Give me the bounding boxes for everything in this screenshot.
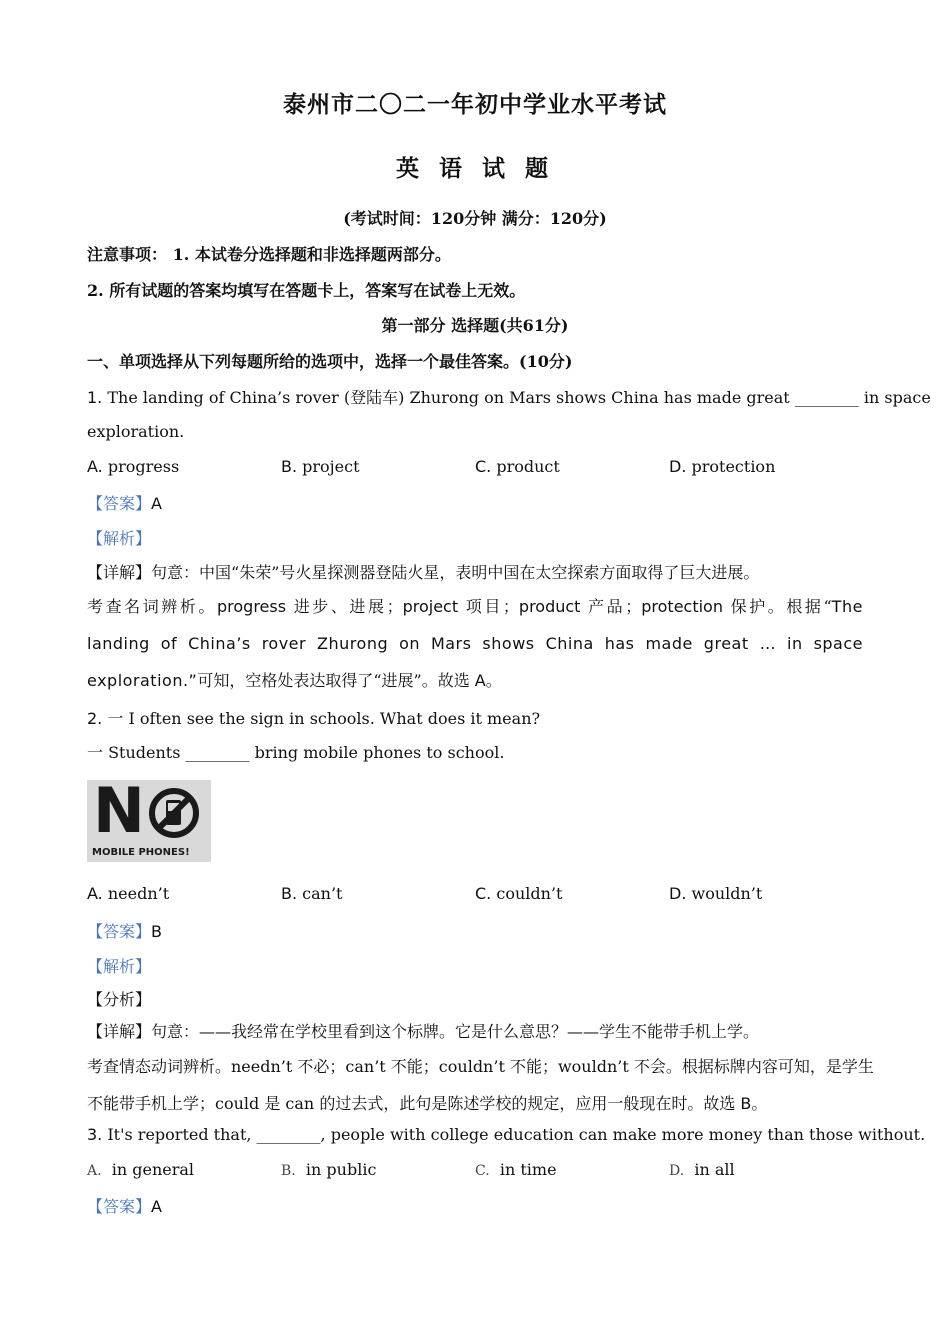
answer-label: 【答案】 [87,1197,152,1216]
detail-text: 句意：中国“朱荣”号火星探测器登陆火星，表明中国在太空探索方面取得了巨大进展。 [151,563,760,582]
option-text: project [302,457,360,476]
q3-option-c [475,1160,557,1179]
option-letter: D. [669,884,687,903]
option-text: product [496,457,560,476]
answer-label: 【答案】 [87,494,152,513]
sign-caption: MOBILE PHONES! [92,847,190,858]
answer-value: B [151,922,162,941]
option-text: needn’t [107,884,170,903]
explanation-text: 产品； [588,597,642,616]
option-text: can’t [302,884,343,903]
q1-stem-text: The landing of China’s rover (登陆车) Zhurong on Mars shows China has made great ________ in space [107,388,931,407]
detail-label: 【详解】 [87,1022,152,1041]
q1-explanation [87,588,863,699]
q2-option-d [669,884,762,903]
answer-value: A [151,1197,162,1216]
q1-option-d [669,457,775,476]
explanation-text: 项目； [465,597,519,616]
option-letter: B. [281,1163,296,1179]
option-text: in public [305,1160,377,1179]
no-mobile-phones-sign-image [87,774,211,862]
option-letter: A. [87,457,103,476]
option-letter: B. [281,884,298,903]
option-letter: C. [475,884,492,903]
exam-title: 泰州市二〇二一年初中学业水平考试 [283,91,667,118]
exam-info: (考试时间：120分钟 满分：120分) [343,209,607,228]
detail-label: 【详解】 [87,563,152,582]
exam-subtitle: 英 语 试 题 [395,155,555,182]
answer-label: 【答案】 [87,922,152,941]
q1-option-c [475,457,560,476]
option-letter: D. [669,457,687,476]
explanation-word: product [518,597,581,616]
q1-stem-line2: exploration. [87,422,185,441]
q3-option-b [281,1160,376,1179]
q1-option-a [87,457,179,476]
sign-letter: N [93,774,145,847]
explanation-word: progress [216,597,287,616]
part-title: 第一部分 选择题(共61分) [381,316,569,335]
q2-stem-line1 [87,706,540,729]
notice-2: 2. 所有试题的答案均填写在答题卡上，答案写在试卷上无效。 [87,281,526,300]
option-text: progress [107,457,180,476]
q2-option-b [281,884,342,903]
q2-fenxi-label: 【分析】 [87,990,152,1009]
q1-detail [87,560,759,583]
explanation-word: protection [641,597,723,616]
q3-option-d [669,1160,735,1179]
q2-option-c [475,884,562,903]
q2-explanation-line1: 考查情态动词辨析。needn’t 不必；can’t 不能；couldn’t 不能；wouldn’t 不会。根据标牌内容可知，是学生 [87,1057,874,1076]
detail-text: 句意：——我经常在学校里看到这个标牌。它是什么意思？——学生不能带手机上学。 [151,1022,760,1041]
q2-detail [87,1019,759,1042]
q3-option-a [87,1160,194,1179]
explanation-text: 可知，空格处表达取得了“进展”。故选 [197,671,470,690]
notice-1: 注意事项： 1. 本试卷分选择题和非选择题两部分。 [87,245,451,264]
q2-analysis-label: 【解析】 [87,957,152,976]
option-text: couldn’t [496,884,563,903]
option-text: in all [694,1160,735,1179]
option-text: protection [691,457,776,476]
option-text: wouldn’t [691,884,763,903]
q2-stem-text: 一 I often see the sign in schools. What does it mean? [107,709,541,728]
explanation-text: 进步、进展； [293,597,403,616]
q2-number: 2. [87,709,103,728]
q1-analysis-label: 【解析】 [87,529,152,548]
option-text: in general [111,1160,195,1179]
q3-number: 3. [87,1125,103,1144]
no-phone-icon [147,786,201,840]
explanation-quote: The landing of China’s rover Zhurong on Mars shows China has made great … in space exploration.” [87,597,863,690]
explanation-text: 不能带手机上学；could 是 can 的过去式，此句是陈述学校的规定，应用一般现在时。故选 [87,1094,741,1113]
option-letter: A. [87,1163,102,1179]
answer-value: A [151,494,162,513]
option-letter: B. [281,457,298,476]
q2-answer [87,919,162,942]
option-letter: C. [475,1163,490,1179]
q1-stem-line1 [87,385,931,408]
q1-answer [87,491,162,514]
q3-stem [87,1125,925,1144]
explanation-choice: A [474,671,486,690]
q2-explanation-line2 [87,1091,767,1114]
explanation-text: 考查名词辨析。 [87,597,217,616]
explanation-choice: B [740,1094,752,1113]
q3-stem-text: It's reported that, ________, people with college education can make more money than those without. [107,1125,926,1144]
q1-number: 1. [87,388,103,407]
q2-stem-line2: 一 Students ________ bring mobile phones to school. [87,743,505,762]
q3-answer [87,1194,162,1217]
section-title: 一、单项选择从下列每题所给的选项中，选择一个最佳答案。(10分) [87,352,573,371]
explanation-text: 。 [751,1094,768,1113]
explanation-word: project [402,597,459,616]
option-letter: C. [475,457,492,476]
q2-option-a [87,884,169,903]
explanation-text: 。 [485,671,502,690]
option-text: in time [499,1160,557,1179]
explanation-text: 保护。根据“ [730,597,832,616]
option-letter: A. [87,884,103,903]
q1-option-b [281,457,360,476]
option-letter: D. [669,1163,685,1179]
